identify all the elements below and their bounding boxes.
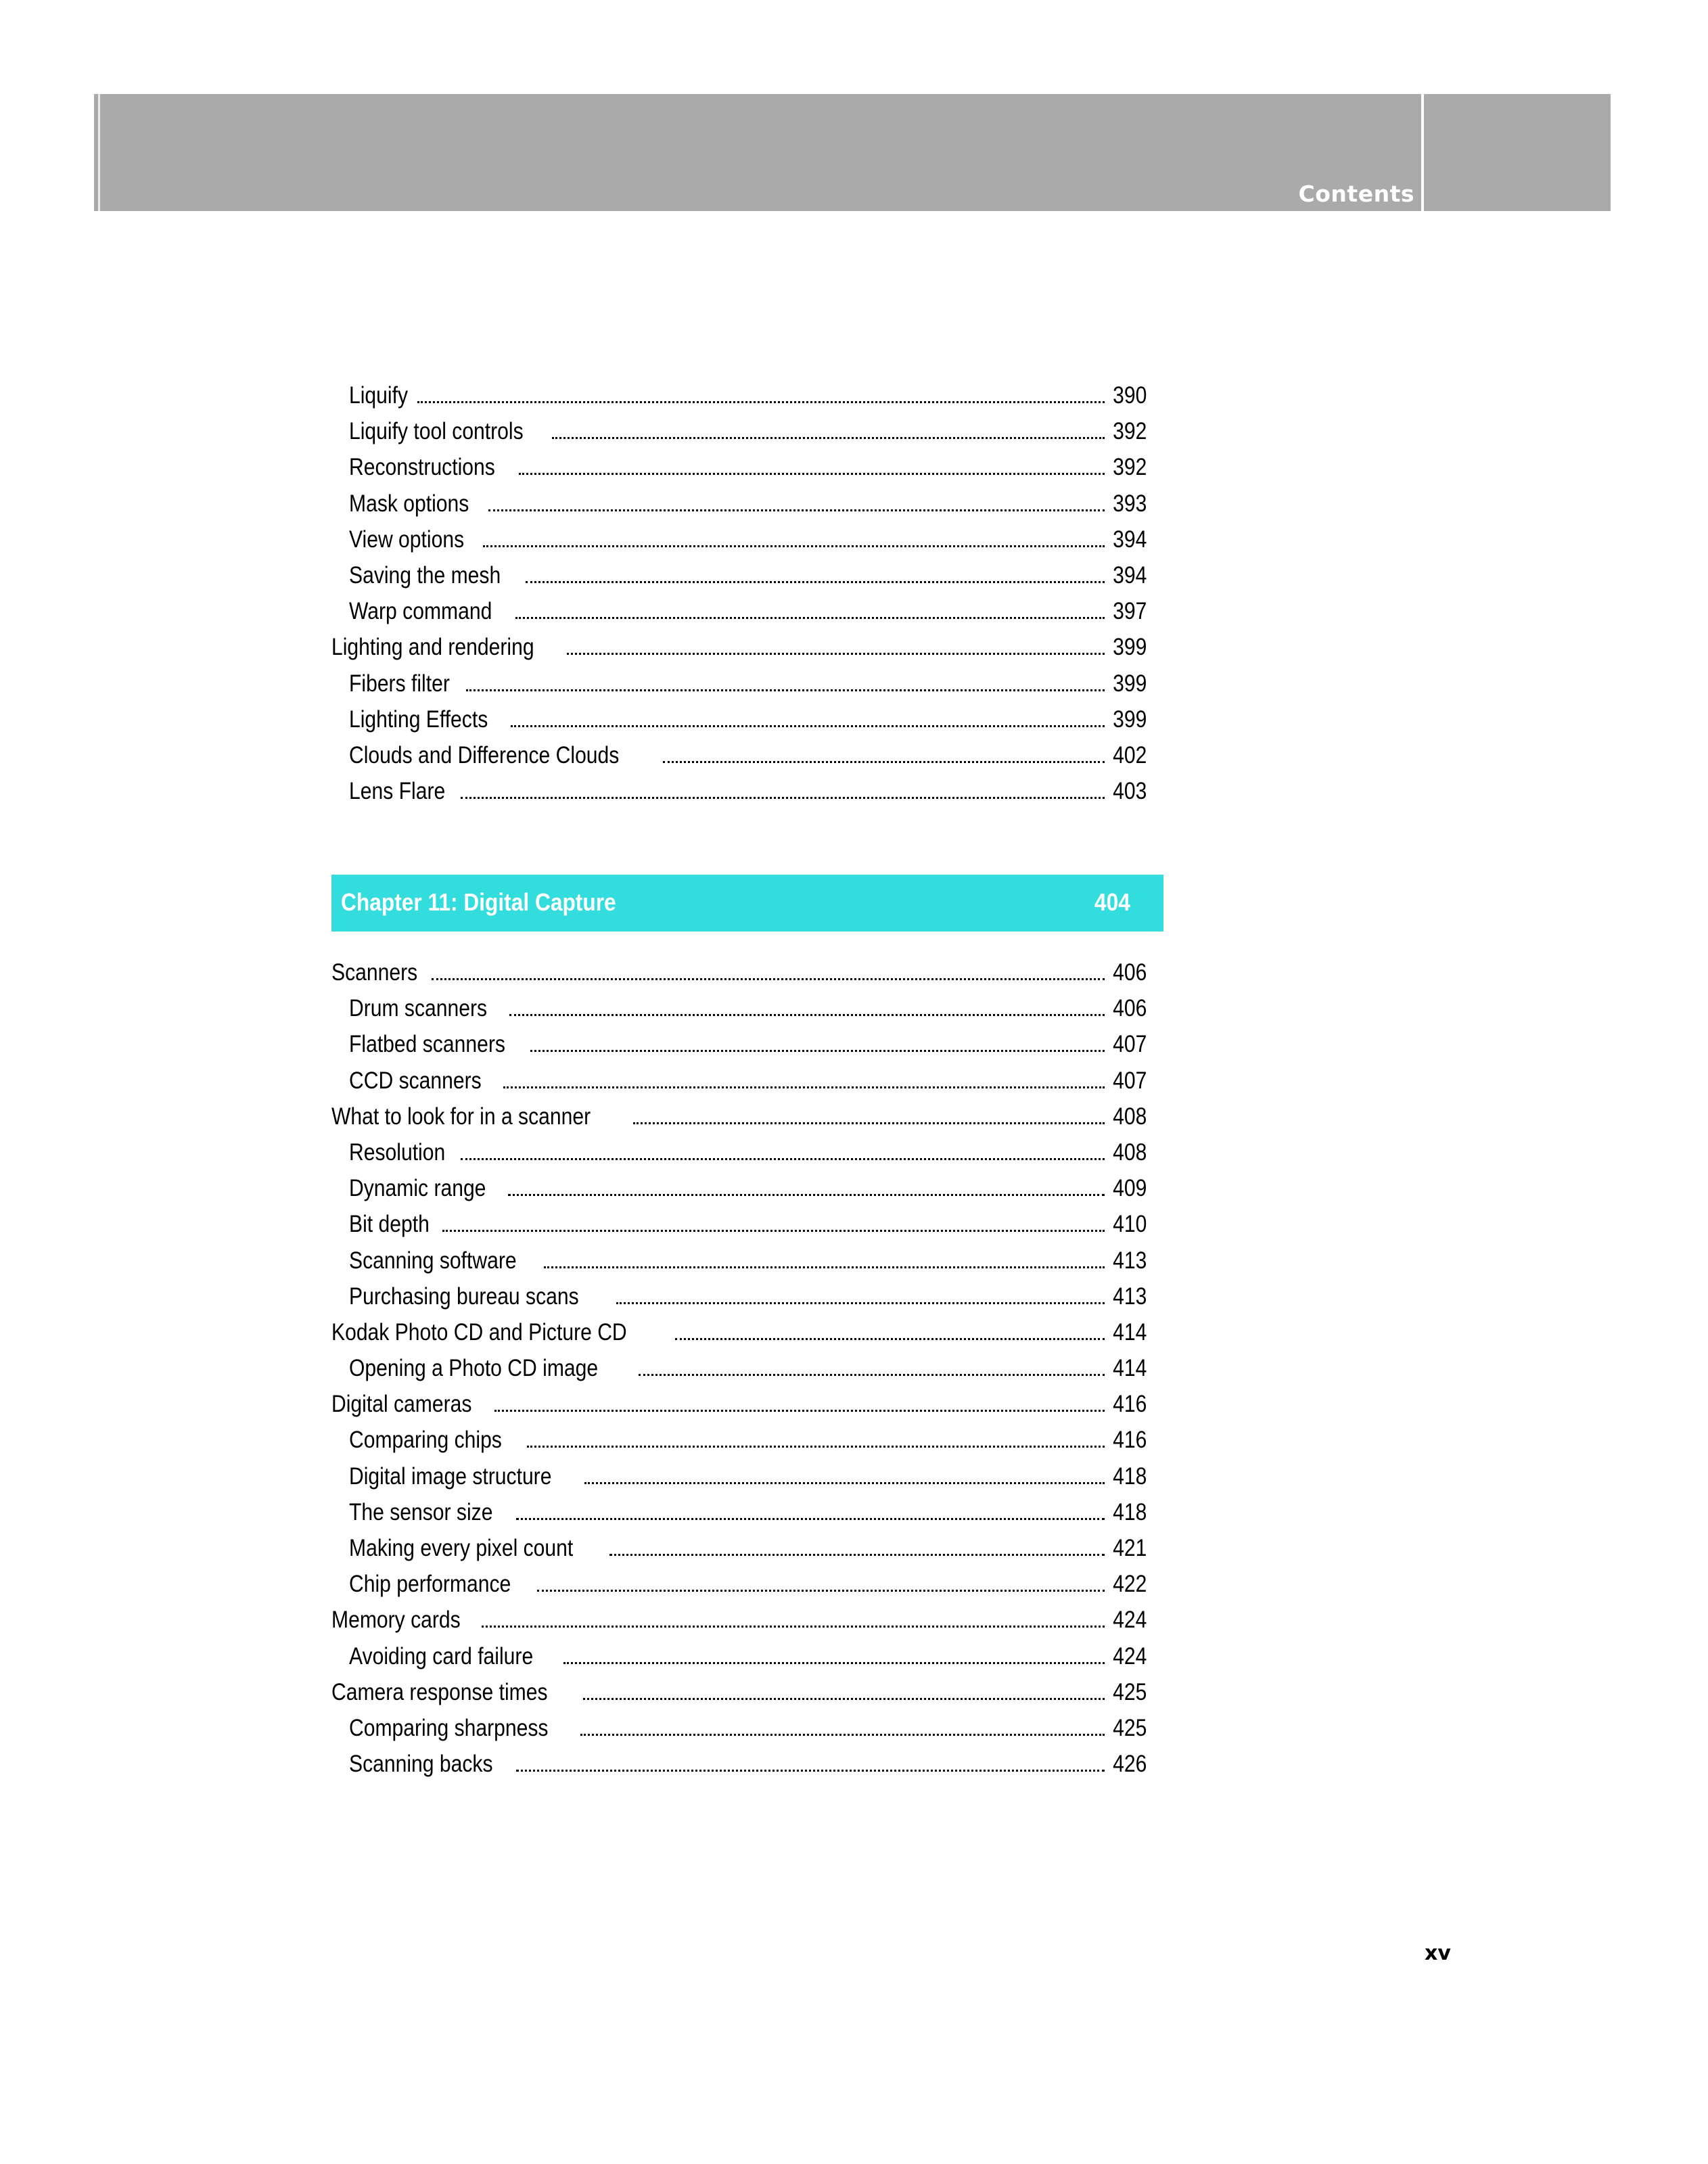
- toc-list-continued: [331, 382, 1147, 814]
- toc-entry-page-number: 425: [1112, 1678, 1147, 1705]
- toc-entry[interactable]: [331, 742, 1147, 778]
- toc-entry-label: Bit depth: [349, 1211, 430, 1238]
- running-header-title: Contents: [1298, 181, 1414, 207]
- toc-entry-page-number: 394: [1112, 526, 1147, 553]
- header-divider: [1421, 94, 1424, 211]
- dot-leader: [461, 797, 1104, 799]
- toc-entry-label: Digital image structure: [349, 1463, 552, 1490]
- dot-leader: [526, 581, 1105, 583]
- toc-entry-label: Purchasing bureau scans: [349, 1283, 579, 1310]
- toc-entry-label: Kodak Photo CD and Picture CD: [331, 1318, 627, 1345]
- toc-entry-label: Chip performance: [349, 1571, 511, 1598]
- toc-entry-page-number: 390: [1112, 382, 1147, 409]
- toc-entry[interactable]: [331, 454, 1147, 490]
- toc-entry-page-number: 414: [1112, 1318, 1147, 1345]
- toc-entry-page-number: 409: [1112, 1175, 1147, 1202]
- dot-leader: [482, 1626, 1105, 1628]
- toc-entry[interactable]: [331, 959, 1147, 995]
- toc-entry-label: Comparing chips: [349, 1427, 502, 1454]
- dot-leader: [509, 1014, 1104, 1016]
- toc-entry-page-number: 425: [1112, 1714, 1147, 1741]
- toc-entry-page-number: 394: [1112, 561, 1147, 589]
- toc-entry-page-number: 416: [1112, 1391, 1147, 1418]
- toc-entry-label: Scanning backs: [349, 1751, 493, 1778]
- toc-entry[interactable]: [331, 1679, 1147, 1715]
- toc-entry-label: What to look for in a scanner: [331, 1103, 591, 1130]
- toc-entry-label: Mask options: [349, 490, 469, 517]
- dot-leader: [488, 509, 1104, 511]
- dot-leader: [663, 761, 1104, 763]
- toc-entry[interactable]: [331, 1139, 1147, 1175]
- toc-entry-page-number: 418: [1112, 1463, 1147, 1490]
- dot-leader: [466, 689, 1105, 691]
- toc-entry-label: Fibers filter: [349, 670, 450, 697]
- toc-list-chapter-11: [331, 959, 1147, 1787]
- toc-entry-page-number: 408: [1112, 1138, 1147, 1166]
- toc-entry-page-number: 418: [1112, 1498, 1147, 1525]
- toc-entry[interactable]: [331, 778, 1147, 814]
- toc-entry-label: Reconstructions: [349, 454, 495, 481]
- toc-entry-page-number: 406: [1112, 995, 1147, 1022]
- dot-leader: [515, 617, 1105, 619]
- toc-entry-page-number: 392: [1112, 454, 1147, 481]
- toc-entry-page-number: 408: [1112, 1103, 1147, 1130]
- dot-leader: [537, 1590, 1104, 1592]
- dot-leader: [583, 1698, 1105, 1700]
- toc-entry-page-number: 413: [1112, 1247, 1147, 1274]
- dot-leader: [530, 1050, 1104, 1052]
- toc-entry[interactable]: [331, 670, 1147, 706]
- header-left-rule: [98, 94, 100, 211]
- dot-leader: [508, 1194, 1104, 1196]
- toc-entry[interactable]: [331, 1427, 1147, 1463]
- toc-entry-label: Memory cards: [331, 1607, 461, 1634]
- toc-entry[interactable]: [331, 1031, 1147, 1067]
- dot-leader: [494, 1410, 1104, 1412]
- toc-entry-label: Liquify: [349, 382, 409, 409]
- dot-leader: [563, 1662, 1105, 1664]
- toc-entry[interactable]: [331, 1391, 1147, 1427]
- toc-entry[interactable]: [331, 1643, 1147, 1679]
- dot-leader: [639, 1374, 1105, 1376]
- toc-entry-label: Lens Flare: [349, 778, 446, 805]
- dot-leader: [519, 473, 1105, 475]
- toc-entry[interactable]: [331, 490, 1147, 526]
- toc-entry-page-number: 416: [1112, 1427, 1147, 1454]
- dot-leader: [552, 437, 1105, 439]
- toc-entry-page-number: 424: [1112, 1642, 1147, 1670]
- chapter-heading-bar[interactable]: [331, 875, 1163, 931]
- toc-entry-label: Opening a Photo CD image: [349, 1355, 599, 1382]
- dot-leader: [511, 725, 1105, 727]
- dot-leader: [567, 653, 1104, 655]
- toc-entry-label: Flatbed scanners: [349, 1031, 505, 1058]
- toc-entry-label: Lighting Effects: [349, 706, 488, 733]
- toc-entry[interactable]: [331, 1463, 1147, 1499]
- toc-entry[interactable]: [331, 995, 1147, 1031]
- toc-entry[interactable]: [331, 382, 1147, 418]
- dot-leader: [483, 545, 1105, 547]
- dot-leader: [432, 978, 1105, 980]
- toc-entry-label: View options: [349, 526, 465, 553]
- toc-entry-page-number: 399: [1112, 706, 1147, 733]
- toc-entry-page-number: 413: [1112, 1283, 1147, 1310]
- toc-entry[interactable]: [331, 1355, 1147, 1391]
- toc-entry-label: Saving the mesh: [349, 561, 501, 589]
- toc-entry[interactable]: [331, 1283, 1147, 1319]
- toc-entry[interactable]: [331, 1247, 1147, 1283]
- toc-entry-label: Scanners: [331, 959, 418, 986]
- toc-entry-label: Dynamic range: [349, 1175, 486, 1202]
- toc-entry-page-number: 407: [1112, 1067, 1147, 1094]
- toc-entry-page-number: 406: [1112, 959, 1147, 986]
- toc-entry-page-number: 422: [1112, 1571, 1147, 1598]
- toc-entry-label: Camera response times: [331, 1678, 548, 1705]
- toc-entry-label: Drum scanners: [349, 995, 488, 1022]
- running-header-band: [94, 94, 1611, 211]
- toc-entry[interactable]: [331, 706, 1147, 742]
- toc-entry-label: The sensor size: [349, 1498, 493, 1525]
- dot-leader: [461, 1158, 1104, 1160]
- toc-entry[interactable]: [331, 1103, 1147, 1139]
- toc-entry[interactable]: [331, 1535, 1147, 1571]
- toc-entry-label: Scanning software: [349, 1247, 517, 1274]
- toc-entry-label: Lighting and rendering: [331, 634, 534, 661]
- dot-leader: [516, 1518, 1105, 1520]
- toc-entry[interactable]: [331, 634, 1147, 670]
- toc-entry[interactable]: [331, 526, 1147, 562]
- dot-leader: [417, 401, 1104, 403]
- toc-entry[interactable]: [331, 1571, 1147, 1607]
- toc-entry-page-number: 397: [1112, 598, 1147, 625]
- toc-entry[interactable]: [331, 1211, 1147, 1247]
- toc-entry[interactable]: [331, 1751, 1147, 1787]
- dot-leader: [616, 1302, 1105, 1304]
- toc-entry-label: Warp command: [349, 598, 492, 625]
- toc-entry-page-number: 403: [1112, 778, 1147, 805]
- page-folio: xv: [1425, 1941, 1451, 1965]
- toc-entry-page-number: 424: [1112, 1607, 1147, 1634]
- dot-leader: [584, 1482, 1104, 1484]
- toc-entry[interactable]: [331, 598, 1147, 634]
- dot-leader: [633, 1122, 1105, 1124]
- toc-entry-page-number: 392: [1112, 418, 1147, 445]
- chapter-title: Chapter 11: Digital Capture: [341, 888, 616, 916]
- toc-entry[interactable]: [331, 1175, 1147, 1211]
- toc-entry-label: Avoiding card failure: [349, 1642, 534, 1670]
- toc-entry[interactable]: [331, 562, 1147, 598]
- toc-entry-page-number: 410: [1112, 1211, 1147, 1238]
- toc-entry[interactable]: [331, 1319, 1147, 1355]
- toc-entry-label: Comparing sharpness: [349, 1714, 549, 1741]
- toc-entry-label: Clouds and Difference Clouds: [349, 741, 620, 768]
- toc-entry[interactable]: [331, 1607, 1147, 1642]
- toc-entry-page-number: 407: [1112, 1031, 1147, 1058]
- toc-entry-page-number: 393: [1112, 490, 1147, 517]
- toc-entry-label: Liquify tool controls: [349, 418, 524, 445]
- dot-leader: [516, 1770, 1104, 1772]
- dot-leader: [580, 1734, 1104, 1736]
- chapter-page-number: 404: [1094, 888, 1130, 916]
- toc-entry-label: Making every pixel count: [349, 1535, 574, 1561]
- toc-entry-page-number: 402: [1112, 741, 1147, 768]
- dot-leader: [675, 1338, 1105, 1340]
- dot-leader: [544, 1266, 1105, 1268]
- toc-entry[interactable]: [331, 1715, 1147, 1751]
- dot-leader: [503, 1086, 1105, 1088]
- toc-entry[interactable]: [331, 1067, 1147, 1103]
- toc-entry[interactable]: [331, 418, 1147, 454]
- toc-entry-label: CCD scanners: [349, 1067, 482, 1094]
- dot-leader: [442, 1230, 1104, 1232]
- toc-entry-label: Digital cameras: [331, 1391, 472, 1418]
- dot-leader: [527, 1446, 1105, 1448]
- toc-entry-page-number: 421: [1112, 1535, 1147, 1561]
- toc-entry-page-number: 399: [1112, 634, 1147, 661]
- toc-entry[interactable]: [331, 1499, 1147, 1535]
- toc-entry-page-number: 426: [1112, 1751, 1147, 1778]
- toc-entry-label: Resolution: [349, 1138, 446, 1166]
- dot-leader: [609, 1554, 1104, 1556]
- toc-entry-page-number: 414: [1112, 1355, 1147, 1382]
- toc-entry-page-number: 399: [1112, 670, 1147, 697]
